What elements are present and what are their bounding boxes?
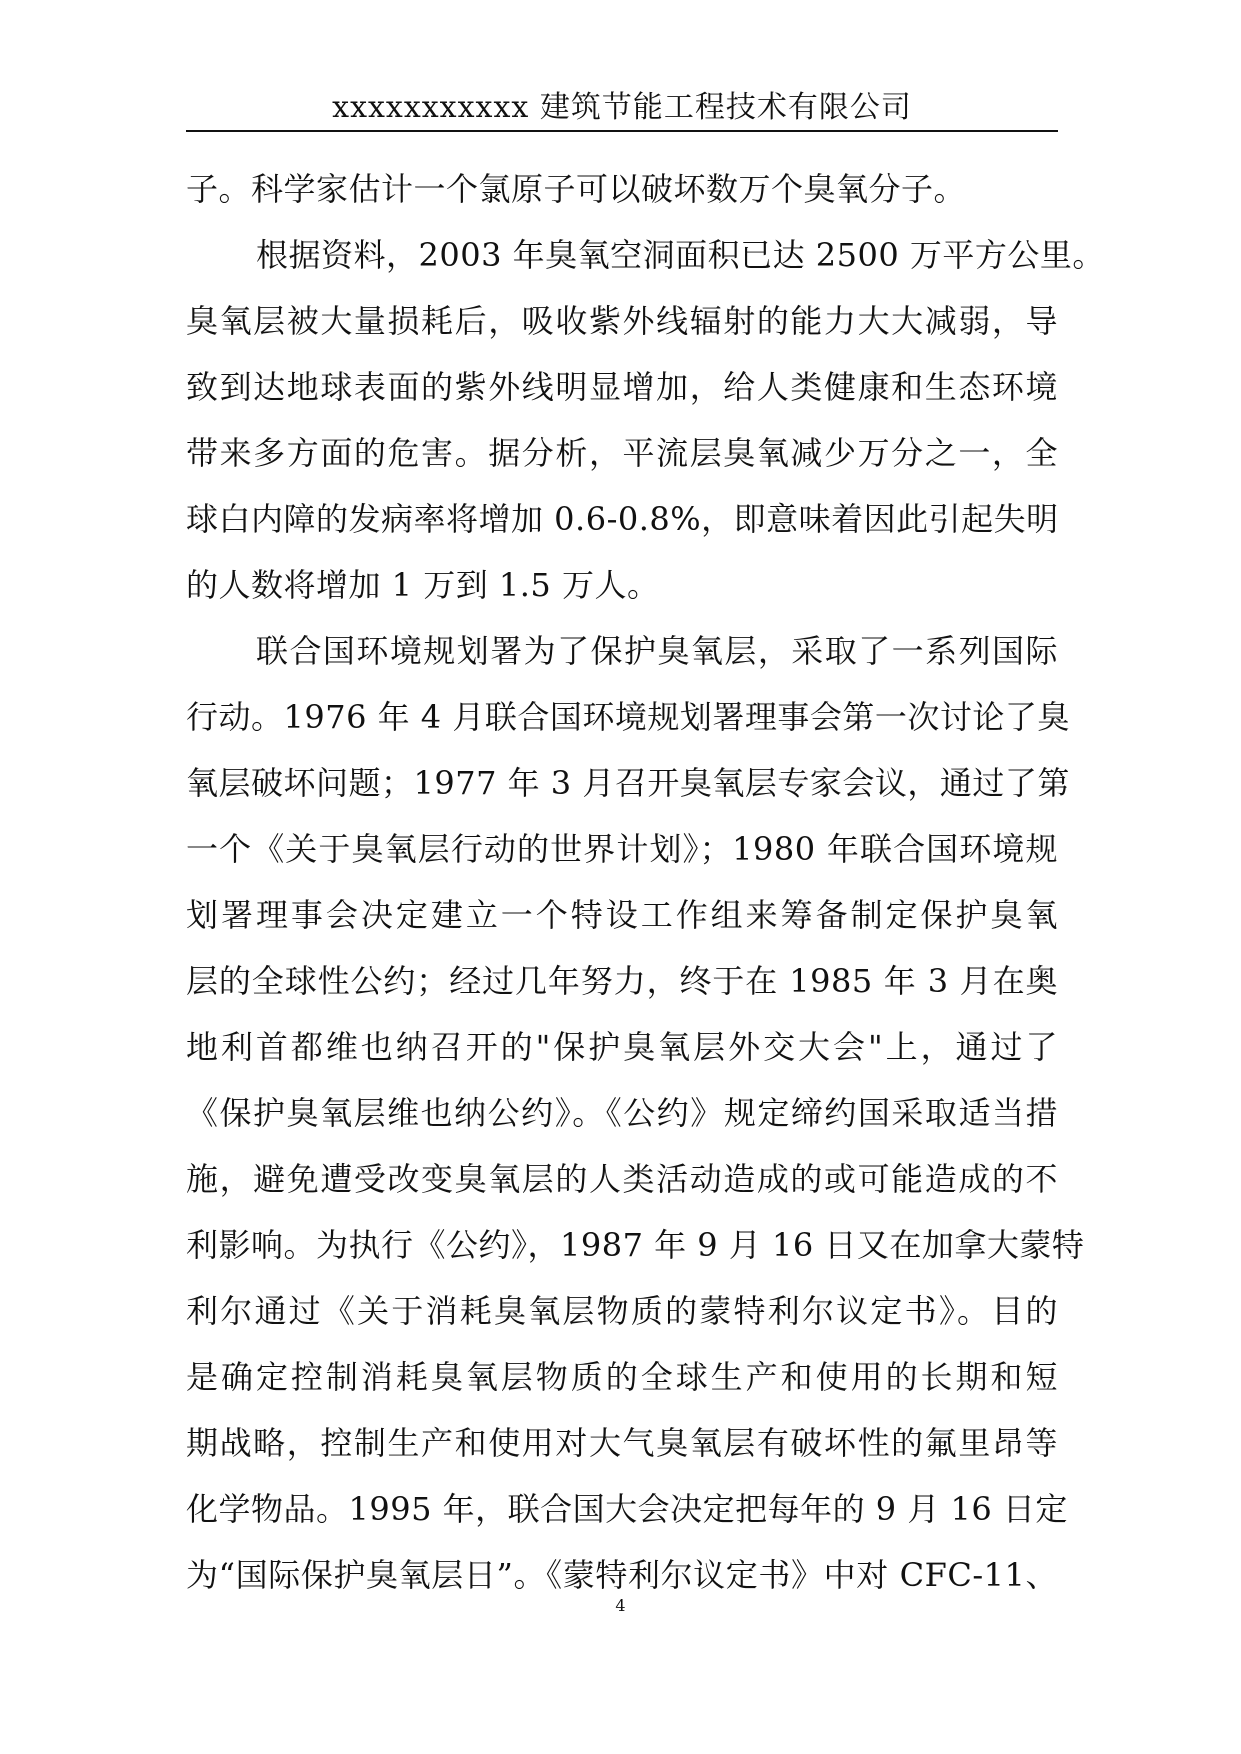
text-line: 球白内障的发病率将增加 0.6-0.8%，即意味着因此引起失明 bbox=[186, 500, 1059, 538]
text-line: 一个《关于臭氧层行动的世界计划》；1980 年联合国环境规 bbox=[186, 830, 1058, 868]
text-line: 致到达地球表面的紫外线明显增加，给人类健康和生态环境 bbox=[186, 368, 1058, 406]
text-line: 利尔通过《关于消耗臭氧层物质的蒙特利尔议定书》。目的 bbox=[186, 1292, 1058, 1330]
text-line: 带来多方面的危害。据分析，平流层臭氧减少万分之一，全 bbox=[186, 434, 1058, 472]
text-line: 子。科学家估计一个氯原子可以破坏数万个臭氧分子。 bbox=[186, 170, 967, 208]
text-line: 地利首都维也纳召开的"保护臭氧层外交大会"上，通过了 bbox=[186, 1028, 1058, 1066]
text-line: 划署理事会决定建立一个特设工作组来筹备制定保护臭氧 bbox=[186, 896, 1058, 934]
text-line: 层的全球性公约；经过几年努力，终于在 1985 年 3 月在奥 bbox=[186, 962, 1058, 1000]
page-header: xxxxxxxxxxx 建筑节能工程技术有限公司 bbox=[186, 86, 1058, 132]
text-line: 氧层破坏问题；1977 年 3 月召开臭氧层专家会议，通过了第 bbox=[186, 764, 1070, 802]
body-text bbox=[186, 156, 1105, 1608]
text-line: 的人数将增加 1 万到 1.5 万人。 bbox=[186, 566, 660, 604]
text-line: 行动。1976 年 4 月联合国环境规划署理事会第一次讨论了臭 bbox=[186, 698, 1070, 736]
text-line: 期战略，控制生产和使用对大气臭氧层有破坏性的氟里昂等 bbox=[186, 1424, 1058, 1462]
text-line: 根据资料，2003 年臭氧空洞面积已达 2500 万平方公里。 bbox=[256, 236, 1105, 274]
page-number: 4 bbox=[615, 1596, 626, 1615]
text-line: 臭氧层被大量损耗后，吸收紫外线辐射的能力大大减弱，导 bbox=[186, 302, 1058, 340]
text-line: 施，避免遭受改变臭氧层的人类活动造成的或可能造成的不 bbox=[186, 1160, 1058, 1198]
text-line: 为“国际保护臭氧层日”。《蒙特利尔议定书》中对 CFC-11、 bbox=[186, 1556, 1058, 1594]
text-line: 是确定控制消耗臭氧层物质的全球生产和使用的长期和短 bbox=[186, 1358, 1058, 1396]
text-line: 联合国环境规划署为了保护臭氧层，采取了一系列国际 bbox=[256, 632, 1058, 670]
text-line: 化学物品。1995 年，联合国大会决定把每年的 9 月 16 日定 bbox=[186, 1490, 1068, 1528]
text-line: 《保护臭氧层维也纳公约》。《公约》规定缔约国采取适当措 bbox=[186, 1094, 1058, 1132]
text-line: 利影响。为执行《公约》，1987 年 9 月 16 日又在加拿大蒙特 bbox=[186, 1226, 1085, 1264]
